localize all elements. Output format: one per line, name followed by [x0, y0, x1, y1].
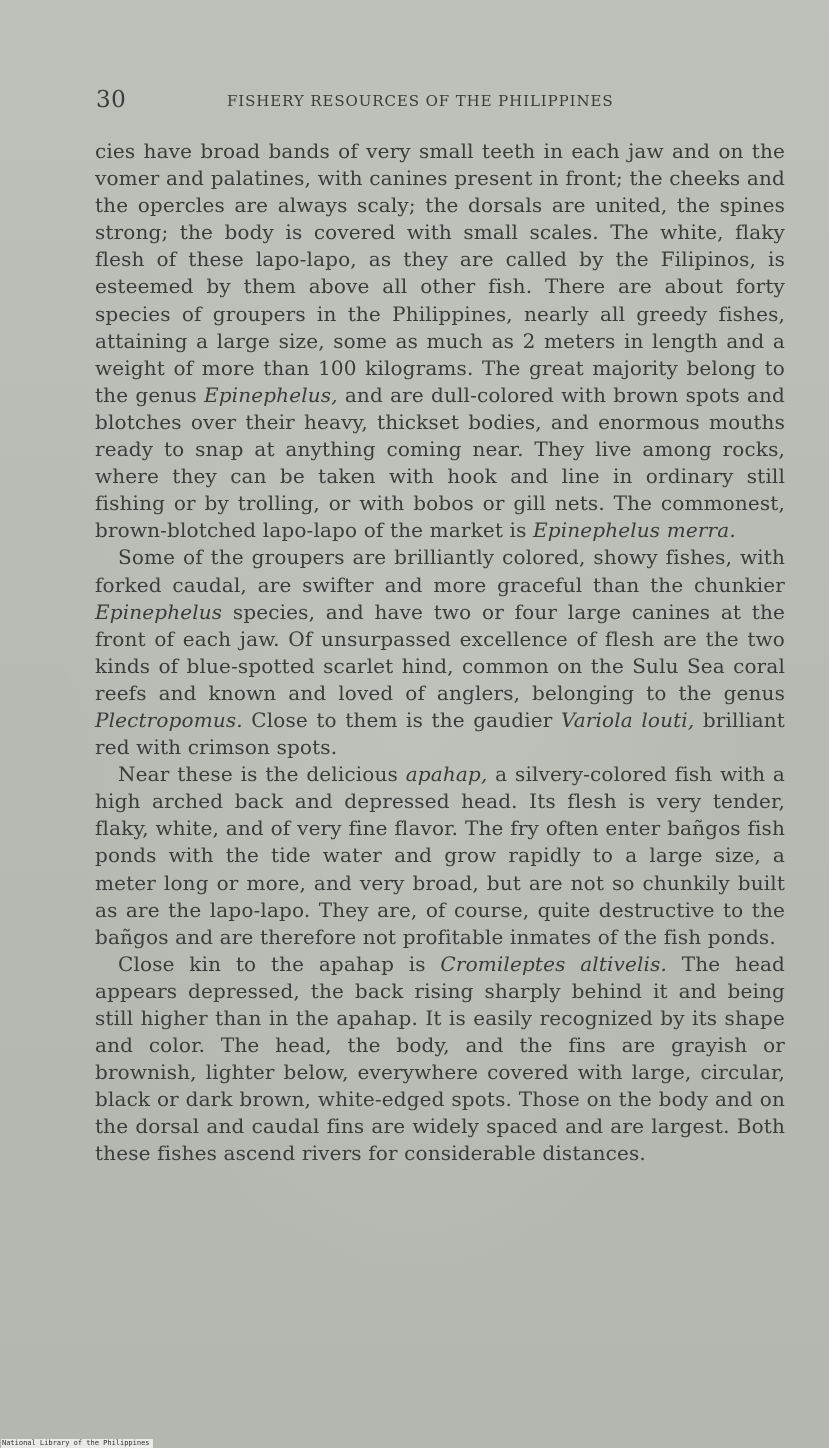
italic-term: Plectropomus. — [95, 707, 243, 732]
italic-term: Variola louti, — [560, 707, 695, 732]
page-header — [96, 86, 786, 116]
paragraph: Near these is the delicious apahap, a silvery-colored fish with a high arched back and depressed head. Its flesh is very tender, flaky, white, and of very fine flavor. The fry often enter bañgos fish ponds with the tide water and grow rapidly to a large size, a meter long or more, and very broad, but are not so chunkily built as are the lapo-lapo. They are, of course, quite destructive to the bañgos and are therefore not profitable inmates of the fish ponds. — [95, 762, 786, 949]
paragraph: cies have broad bands of very small teeth in each jaw and on the vomer and palatines, with canines present in front; the cheeks and the opercles are always scaly; the dorsals are united, the spines strong; the body is covered with small scales. The white, flaky flesh of these lapo-lapo, as they are called by the Filipinos, is esteemed by them above all other fish. There are about forty species of groupers in the Philippines, nearly all greedy fishes, attaining a large size, some as much as 2 meters in length and a weight of more than 100 kilograms. The great majority belong to the genus Epinephelus, and are dull-colored with brown spots and blotches over their heavy, thickset bodies, and enormous mouths ready to snap at anything coming near. They live among rocks, where they can be taken with hook and line in ordinary still fishing or by trolling, or with bobos or gill nets. The commonest, brown-blotched lapo-lapo of the market is Epinephelus merra. — [95, 139, 785, 543]
body-text — [95, 138, 785, 1168]
italic-term: Cromileptes altivelis. — [440, 951, 668, 976]
running-head: FISHERY RESOURCES OF THE PHILIPPINES — [227, 92, 614, 110]
paragraph: Close kin to the apahap is Cromileptes altivelis. The head appears depressed, the back rising sharply behind it and being still higher than in the apahap. It is easily recognized by its shape and color. The head, the body, and the fins are grayish or brownish, lighter below, everywhere covered with large, circular, black or dark brown, white-edged spots. Those on the body and on the dorsal and caudal fins are widely spaced and are largest. Both these fishes ascend rivers for considerable distances. — [95, 951, 785, 1166]
library-credit: National Library of the Philippines — [1, 1439, 153, 1448]
italic-term: Epinephelus — [95, 599, 223, 624]
italic-term: Epinephelus, — [203, 382, 338, 407]
page-number: 30 — [96, 87, 127, 113]
paragraph: Some of the groupers are brilliantly colored, showy fishes, with forked caudal, are swifter and more graceful than the chunkier Epinephelus species, and have two or four large canines at the front of each jaw. Of unsurpassed excellence of flesh are the two kinds of blue-spotted scarlet hind, common on the Sulu Sea coral reefs and known and loved of anglers, belonging to the genus Plectropomus. Close to them is the gaudier Variola louti, brilliant red with crimson spots. — [95, 545, 785, 760]
italic-term: apahap, — [405, 762, 488, 787]
italic-term: Epinephelus merra. — [533, 518, 736, 543]
